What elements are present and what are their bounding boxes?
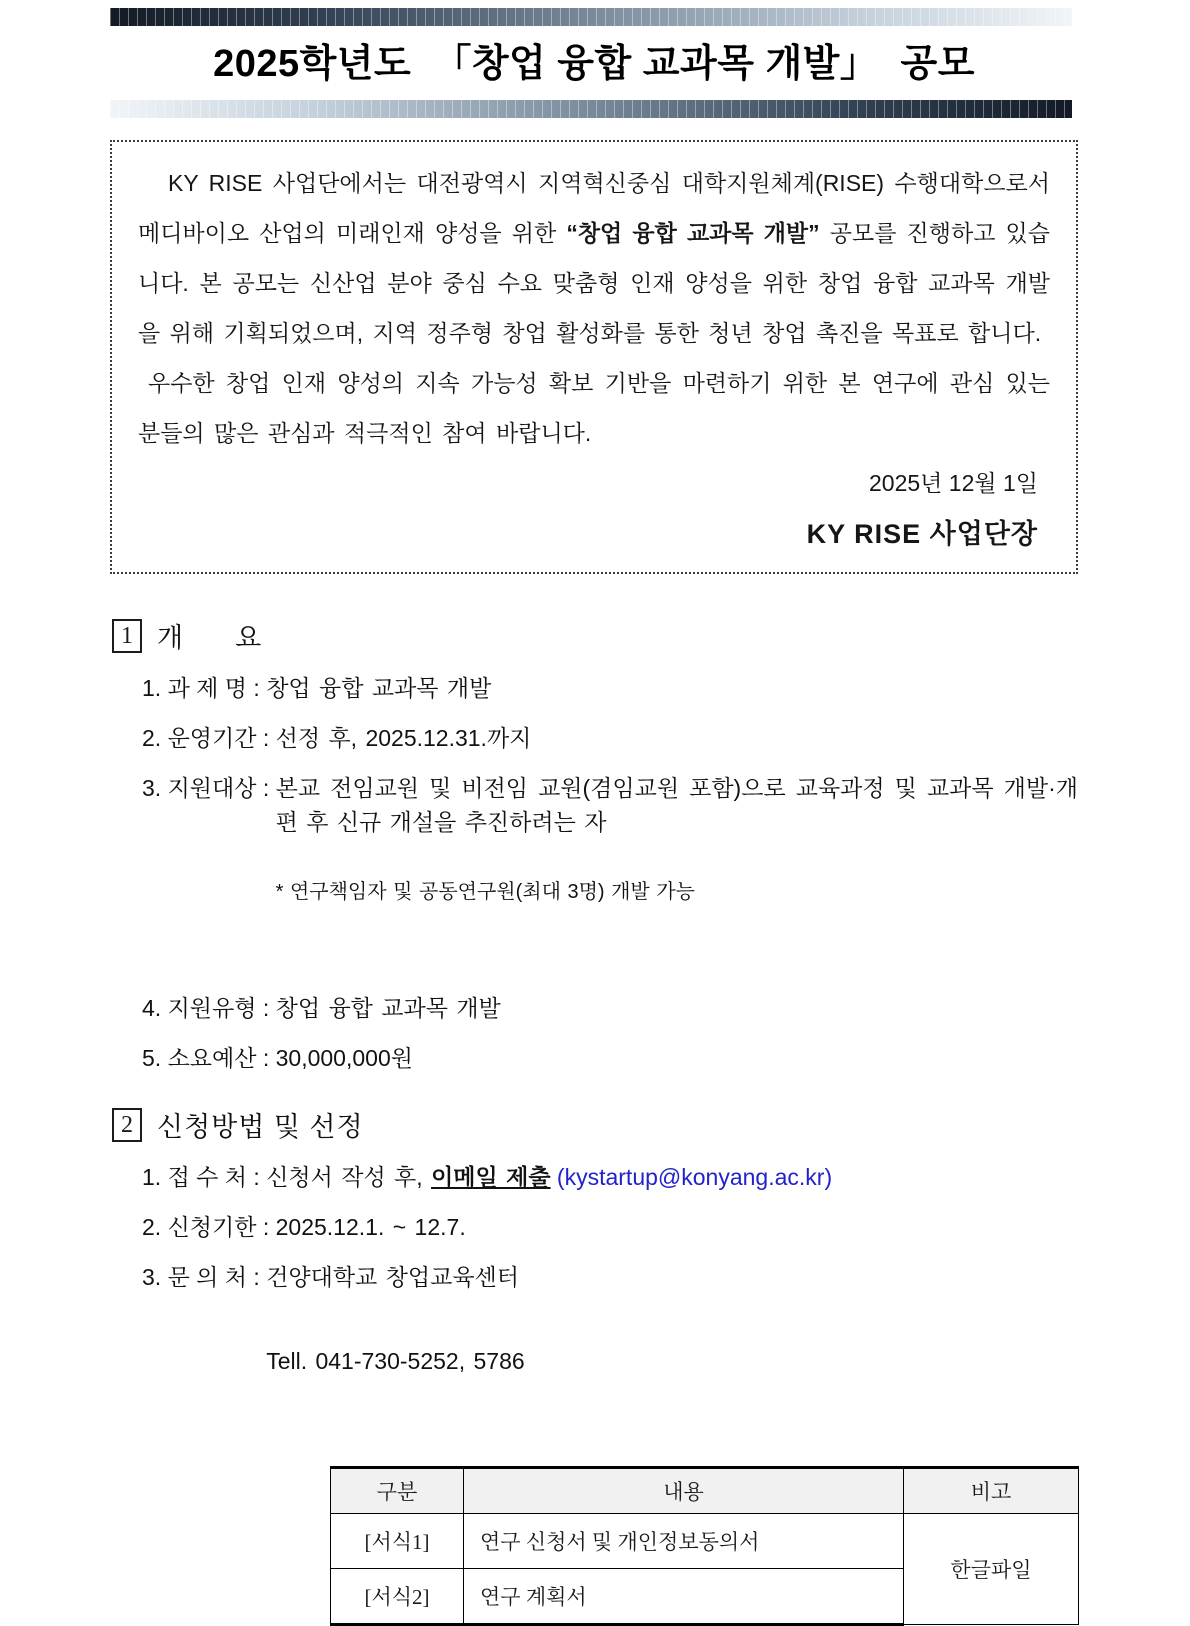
list-item xyxy=(142,721,1078,755)
contact-office: 건양대학교 창업교육센터 xyxy=(266,1264,519,1290)
table-row xyxy=(331,1514,1079,1569)
section-apply xyxy=(110,1105,1078,1446)
item-label: 3. 지원대상 : xyxy=(142,775,276,801)
item-value: 2025.12.1. ~ 12.7. xyxy=(275,1214,466,1240)
item-label: 1. 접 수 처 : xyxy=(142,1164,267,1190)
item-value xyxy=(266,1160,1078,1194)
table-header-category: 구분 xyxy=(331,1468,464,1514)
item-label: 2. 신청기한 : xyxy=(142,1214,276,1240)
item-value xyxy=(266,1260,1078,1446)
table-header-row xyxy=(331,1468,1079,1514)
section-apply-heading xyxy=(112,1105,1078,1144)
section-title: 신청방법 및 선정 xyxy=(157,1112,364,1142)
item-value-text: 본교 전임교원 및 비전임 교원(겸임교원 포함)으로 교육과정 및 교과목 개발·개편 후 신규 개설을 추진하려는 자 xyxy=(275,775,1078,835)
section-title: 개 요 xyxy=(157,623,263,653)
bottom-gradient-bar xyxy=(110,100,1072,118)
item-label: 1. 과 제 명 : xyxy=(142,675,267,701)
section-number-box: 2 xyxy=(112,1108,142,1142)
item-note: * 연구책임자 및 공동연구원(최대 3명) 개발 가능 xyxy=(275,881,695,903)
list-item xyxy=(142,771,1078,975)
item-label: 4. 지원유형 : xyxy=(142,995,276,1021)
form2-category-cell: [서식2] xyxy=(331,1569,464,1625)
notice-date: 2025년 12월 1일 xyxy=(869,470,1038,496)
table-header-remark: 비고 xyxy=(904,1468,1079,1514)
list-item xyxy=(142,1260,1078,1446)
item-value xyxy=(276,771,1078,975)
item-value: 창업 융합 교과목 개발 xyxy=(266,675,492,701)
notice-signature: KY RISE 사업단장 xyxy=(806,519,1038,549)
item-label: 3. 문 의 처 : xyxy=(142,1264,267,1290)
form1-content-cell: 연구 신청서 및 개인정보동의서 xyxy=(464,1514,904,1569)
item-value: 선정 후, 2025.12.31.까지 xyxy=(275,725,532,751)
notice-paragraph-2: 우수한 창업 인재 양성의 지속 가능성 확보 기반을 마련하기 위한 본 연구에 관심 있는 분들의 많은 관심과 적극적인 참여 바랍니다. xyxy=(138,370,1060,446)
list-item xyxy=(142,991,1078,1025)
notice-p1-before: KY RISE 사업단에서는 대전광역시 지역혁신중심 대학지원체계(RISE) 수행대학으로서 메디바이오 산업의 미래인재 양성을 위한 xyxy=(138,170,1060,246)
section-number-box: 1 xyxy=(112,619,142,653)
section-overview-heading xyxy=(112,616,1078,655)
notice-p1-bold: “창업 융합 교과목 개발” xyxy=(566,220,820,246)
notice-paragraph-1 xyxy=(138,158,1060,358)
notice-p1-after: 공모를 진행하고 있습니다. 본 공모는 신산업 분야 중심 수요 맞춤형 인재 양성을 위한 창업 융합 교과목 개발을 위해 기획되었으며, 지역 정주형 창업 활성화를 통한 청년 창업 촉진을 목표로 합니다. xyxy=(138,220,1050,346)
item-label: 5. 소요예산 : xyxy=(142,1045,276,1071)
item-label: 2. 운영기간 : xyxy=(142,725,276,751)
section-overview xyxy=(110,616,1078,1075)
list-item xyxy=(142,671,1078,705)
top-gradient-bar xyxy=(110,8,1072,26)
table-header-content: 내용 xyxy=(464,1468,904,1514)
notice-meta xyxy=(138,458,1050,560)
list-item xyxy=(142,1160,1078,1194)
list-item xyxy=(142,1210,1078,1244)
overview-items xyxy=(142,671,1078,1075)
item-value: 창업 융합 교과목 개발 xyxy=(275,995,501,1021)
email-link[interactable]: (kystartup@konyang.ac.kr) xyxy=(550,1164,833,1190)
attachment-table xyxy=(330,1466,1079,1626)
remark-cell: 한글파일 xyxy=(904,1514,1079,1625)
list-item xyxy=(142,1041,1078,1075)
email-submit-emphasis: 이메일 제출 xyxy=(431,1164,551,1190)
submit-pre-text: 신청서 작성 후, xyxy=(266,1164,432,1190)
notice-box xyxy=(110,140,1078,574)
page-title: 2025학년도 「창업 융합 교과목 개발」 공모 xyxy=(213,43,975,85)
form2-content-cell: 연구 계획서 xyxy=(464,1569,904,1625)
contact-phone: Tell. 041-730-5252, 5786 xyxy=(266,1348,525,1374)
form1-category-cell: [서식1] xyxy=(331,1514,464,1569)
apply-items xyxy=(142,1160,1078,1446)
item-value: 30,000,000원 xyxy=(275,1045,413,1071)
